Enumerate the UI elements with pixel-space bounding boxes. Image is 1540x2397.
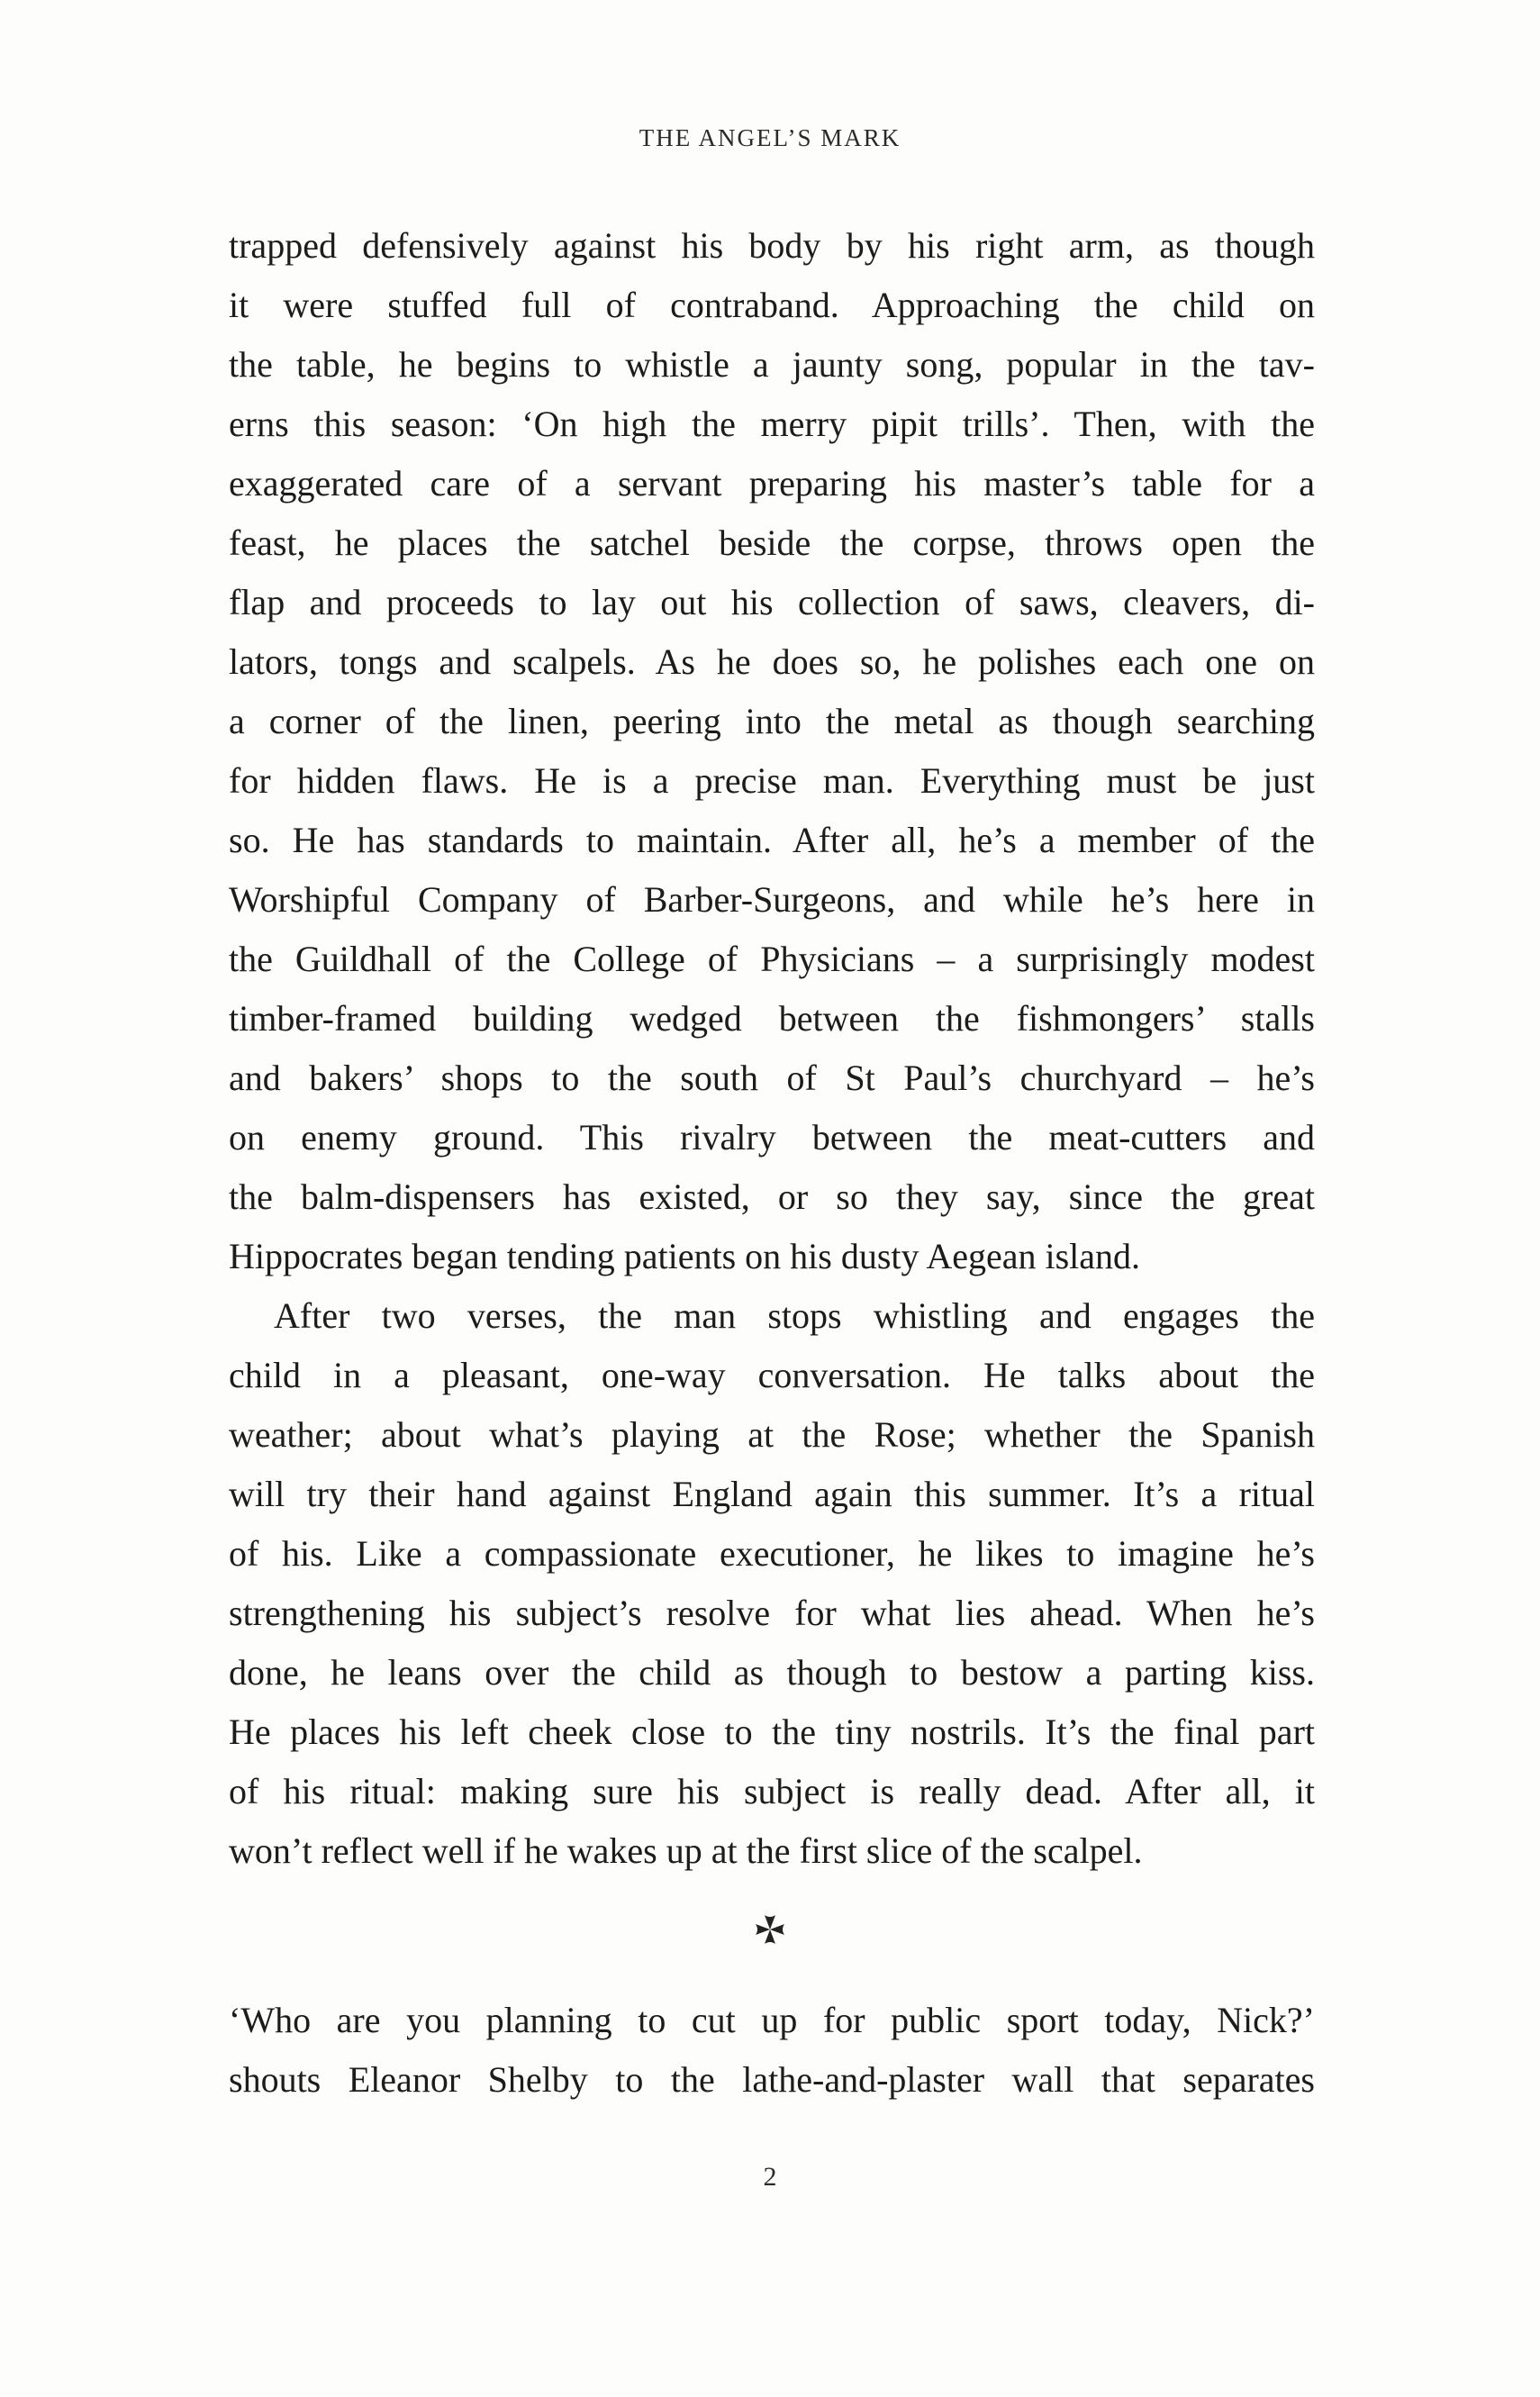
text-line: and bakers’ shops to the south of St Paul’s churchyard – he’s bbox=[229, 1058, 1315, 1098]
section-break bbox=[0, 1911, 1540, 1957]
text-line: Hippocrates began tending patients on his dusty Aegean island. bbox=[229, 1236, 1141, 1276]
text-line: erns this season: ‘On high the merry pipit trills’. Then, with the bbox=[229, 404, 1315, 444]
running-head: THE ANGEL’S MARK bbox=[639, 124, 901, 151]
body-text-continued bbox=[229, 1991, 1315, 2110]
text-line: shouts Eleanor Shelby to the lathe-and-plaster wall that separates bbox=[229, 2059, 1315, 2100]
text-line: the balm-dispensers has existed, or so they say, since the great bbox=[229, 1176, 1315, 1217]
text-line: it were stuffed full of contraband. Approaching the child on bbox=[229, 285, 1315, 325]
text-line: exaggerated care of a servant preparing his master’s table for a bbox=[229, 463, 1315, 504]
text-line: will try their hand against England again this summer. It’s a ritual bbox=[229, 1474, 1315, 1514]
text-line: child in a pleasant, one-way conversation. He talks about the bbox=[229, 1355, 1315, 1395]
text-line: done, he leans over the child as though to bestow a parting kiss. bbox=[229, 1652, 1315, 1693]
paragraph-1 bbox=[229, 216, 1315, 1286]
text-line: lators, tongs and scalpels. As he does so, he polishes each one on bbox=[229, 641, 1315, 682]
cross-pattee-ornament-icon bbox=[752, 1911, 788, 1948]
text-line: weather; about what’s playing at the Rose; whether the Spanish bbox=[229, 1414, 1315, 1455]
text-line: so. He has standards to maintain. After all, he’s a member of the bbox=[229, 820, 1315, 860]
text-line: the table, he begins to whistle a jaunty song, popular in the tav- bbox=[229, 344, 1315, 385]
text-line: He places his left cheek close to the tiny nostrils. It’s the final part bbox=[229, 1711, 1315, 1752]
text-line: timber-framed building wedged between the fishmongers’ stalls bbox=[229, 998, 1315, 1039]
text-line: of his. Like a compassionate executioner, he likes to imagine he’s bbox=[229, 1533, 1315, 1574]
paragraph-3 bbox=[229, 1991, 1315, 2110]
text-line: trapped defensively against his body by his right arm, as though bbox=[229, 225, 1315, 266]
text-line: on enemy ground. This rivalry between the meat-cutters and bbox=[229, 1117, 1315, 1158]
page-number: 2 bbox=[763, 2162, 777, 2192]
text-line: Worshipful Company of Barber-Surgeons, and while he’s here in bbox=[229, 879, 1315, 920]
text-line: for hidden flaws. He is a precise man. Everything must be just bbox=[229, 760, 1315, 801]
text-line: of his ritual: making sure his subject is really dead. After all, it bbox=[229, 1771, 1315, 1811]
text-line: After two verses, the man stops whistling and engages the bbox=[274, 1295, 1315, 1336]
text-line: strengthening his subject’s resolve for what lies ahead. When he’s bbox=[229, 1593, 1315, 1633]
text-line: flap and proceeds to lay out his collection of saws, cleavers, di- bbox=[229, 582, 1315, 622]
text-line: won’t reflect well if he wakes up at the first slice of the scalpel. bbox=[229, 1830, 1143, 1871]
text-line: feast, he places the satchel beside the corpse, throws open the bbox=[229, 522, 1315, 563]
text-line: a corner of the linen, peering into the metal as though searching bbox=[229, 701, 1315, 741]
text-line: ‘Who are you planning to cut up for public sport today, Nick?’ bbox=[229, 2000, 1315, 2040]
body-text bbox=[229, 216, 1315, 1881]
text-line: the Guildhall of the College of Physicians – a surprisingly modest bbox=[229, 939, 1315, 979]
paragraph-2 bbox=[229, 1286, 1315, 1881]
